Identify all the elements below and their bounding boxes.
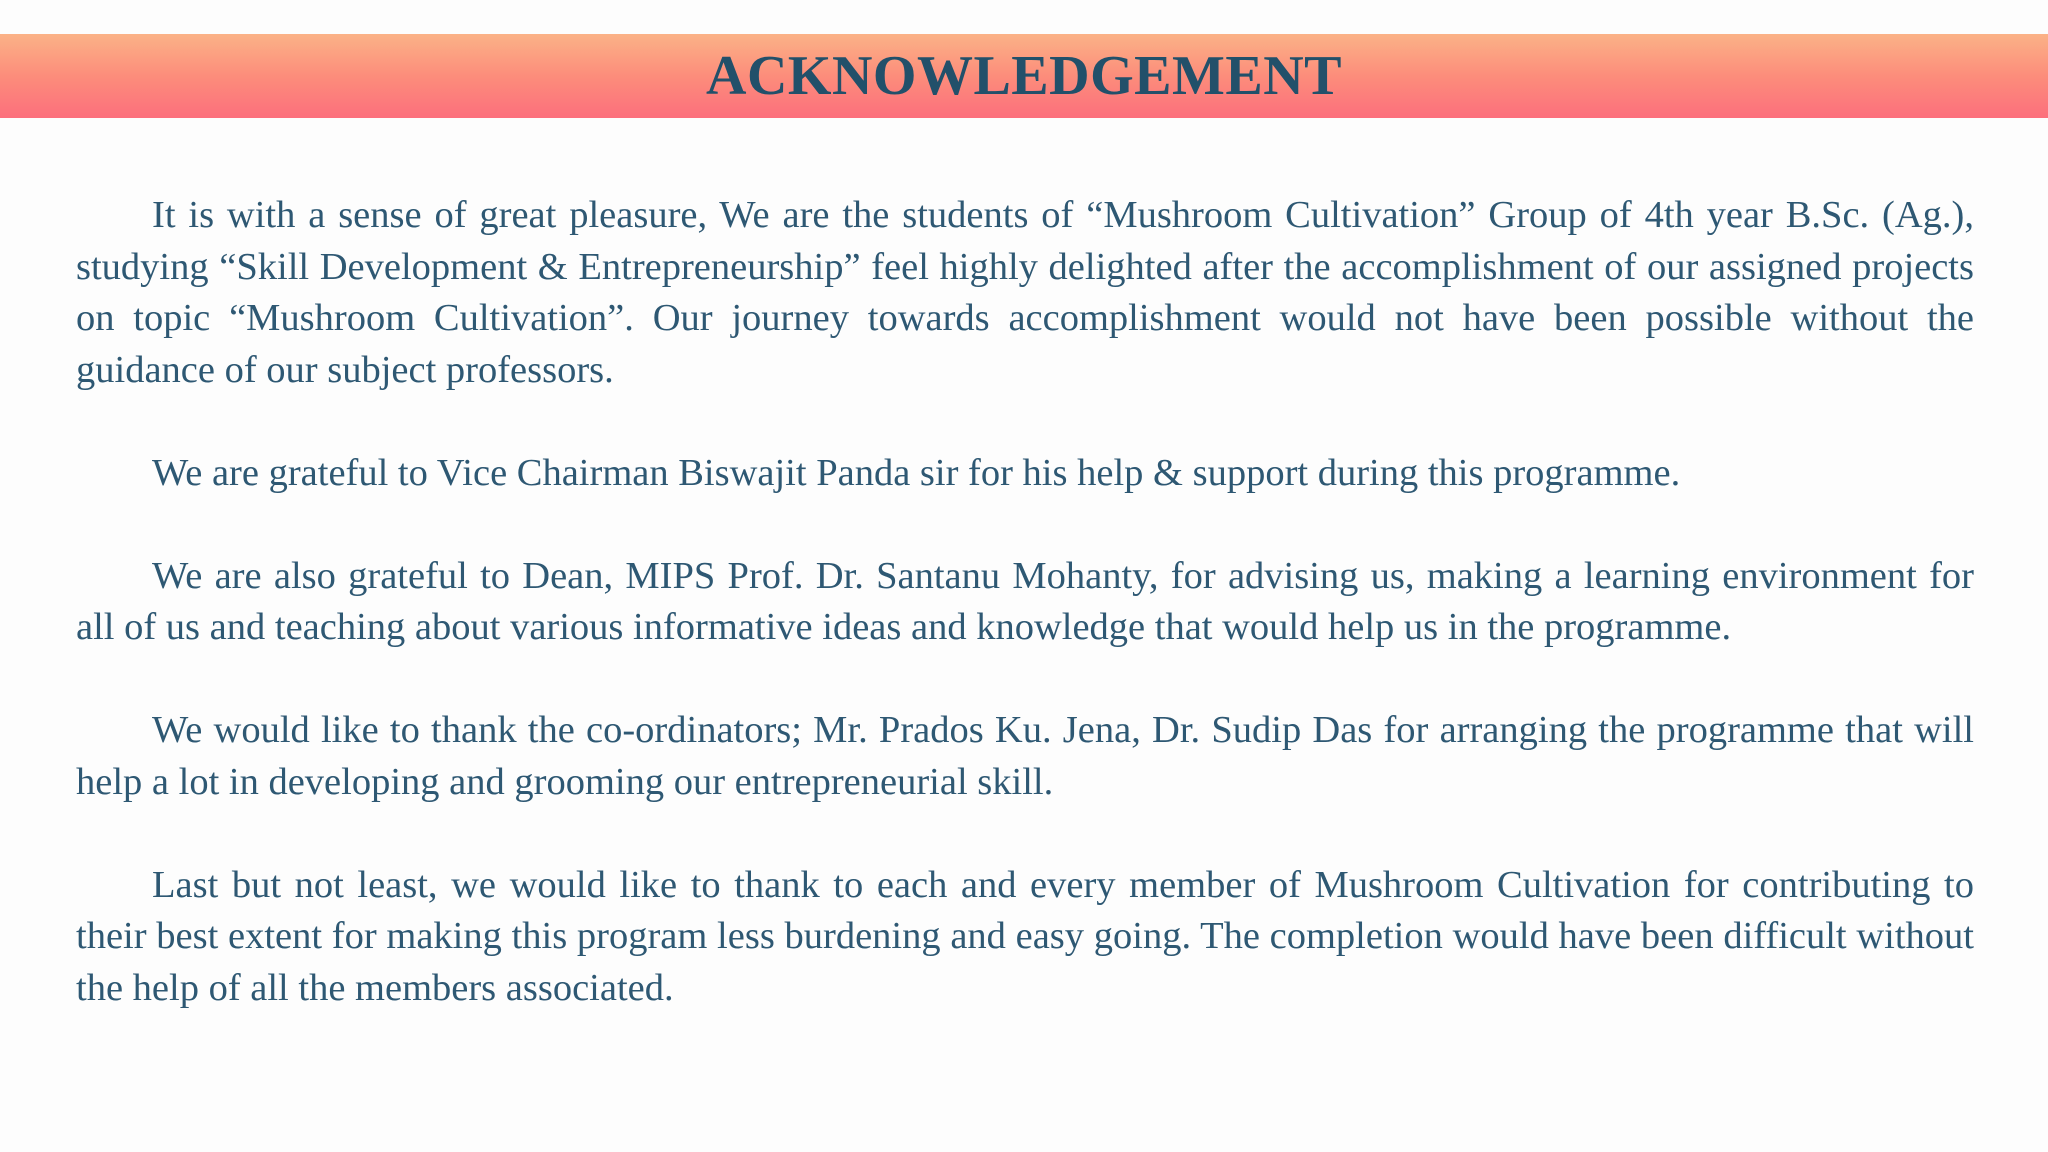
title-banner — [0, 34, 2048, 118]
paragraph-members: Last but not least, we would like to thank to each and every member of Mushroom Cultivation for contributing to their best extent for making this program less burdening and easy going. The completion would have been difficult without the help of all the members associated. — [76, 863, 1974, 1009]
paragraph-vice-chairman: We are grateful to Vice Chairman Biswajit Panda sir for his help & support during this programme. — [152, 451, 1681, 494]
slide-title: ACKNOWLEDGEMENT — [706, 45, 1342, 107]
paragraph-dean: We are also grateful to Dean, MIPS Prof. Dr. Santanu Mohanty, for advising us, making a learning environment for all of us and teaching about various informative ideas and knowledge that would help us in the programme. — [76, 554, 1974, 648]
acknowledgement-body — [76, 190, 1974, 1014]
paragraph-intro: It is with a sense of great pleasure, We are the students of “Mushroom Cultivation” Group of 4th year B.Sc. (Ag.), studying “Skill Development & Entrepreneurship” feel highly delighted after the accomplishment of our assigned projects on topic “Mushroom Cultivation”. Our journey towards accomplishment would not have been possible without the guidance of our subject professors. — [76, 194, 1974, 391]
paragraph-coordinators: We would like to thank the co-ordinators; Mr. Prados Ku. Jena, Dr. Sudip Das for arranging the programme that will help a lot in developing and grooming our entrepreneurial skill. — [76, 709, 1974, 803]
